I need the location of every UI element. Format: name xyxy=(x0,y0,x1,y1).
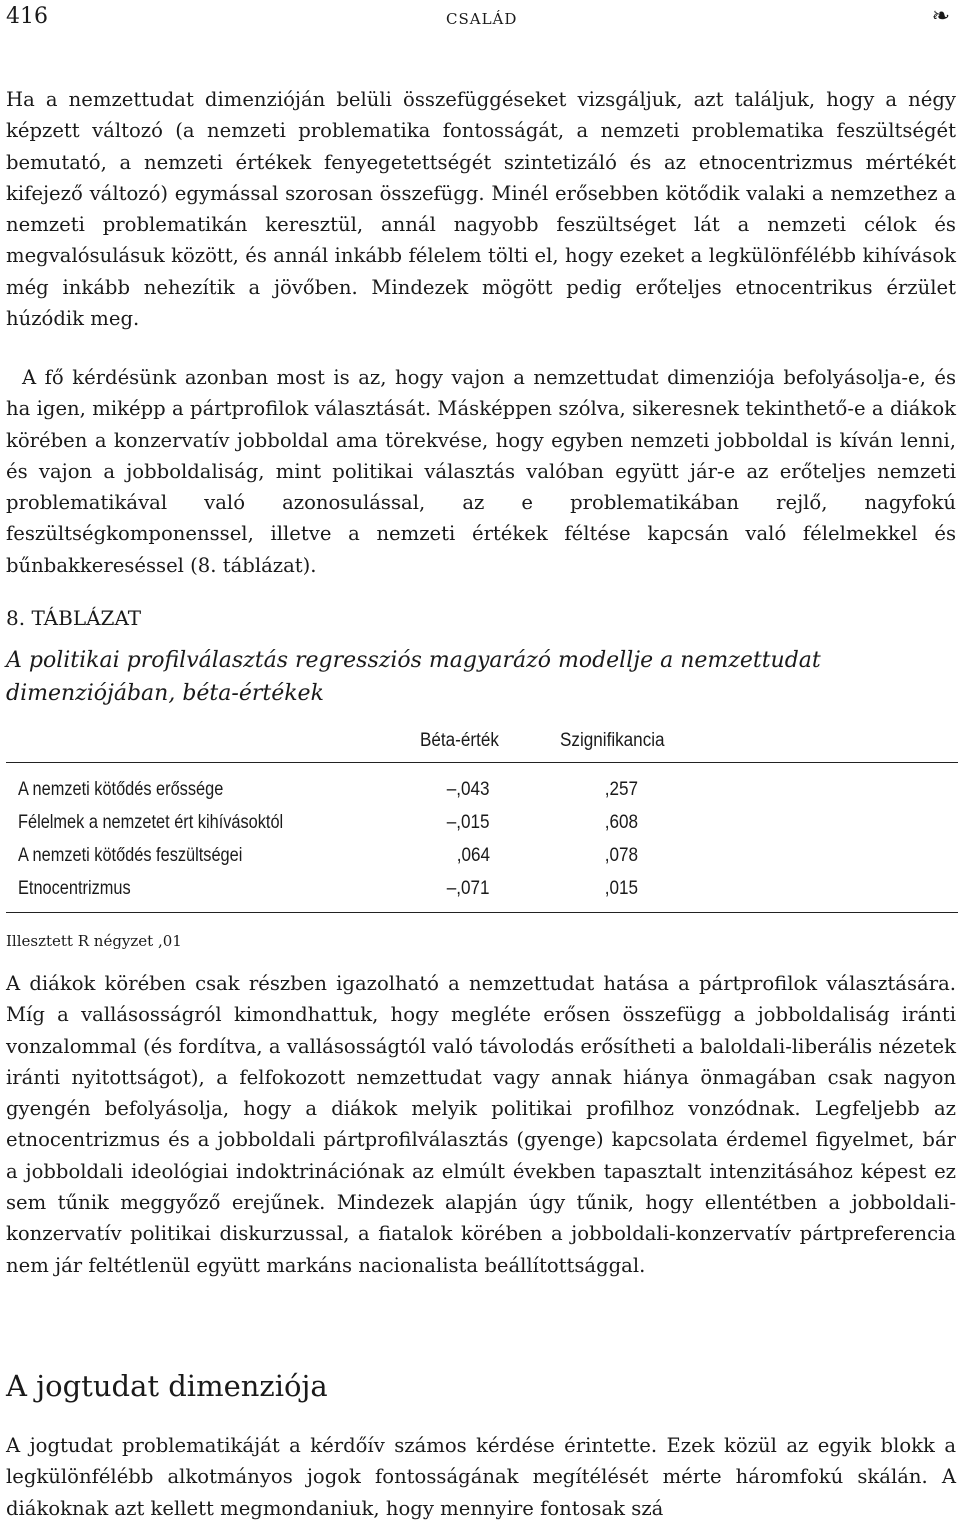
beta-value: ,064 xyxy=(456,845,490,866)
table-row xyxy=(6,777,958,810)
table-row xyxy=(6,810,958,843)
table-top-rule xyxy=(6,762,958,763)
beta-value: –,015 xyxy=(447,812,490,833)
significance-value: ,015 xyxy=(604,878,638,899)
section-heading: A jogtudat dimenziója xyxy=(6,1369,328,1403)
body-paragraph-3: A diákok körében csak részben igazolható a nemzettudat hatása a pártprofilok választására. Míg a vallásosságról kimondhattuk, hogy megléte erősen összefügg a jobboldaliság iránti vonzalommal (és fordítva, a vallásosságtól való távolodás erősítheti a baloldali-liberális nézetek iránti nyitottságot), a felfokozott nemzettudat vagy annak hiánya önmagában csak nagyon gyengén befolyásolja, hogy a diákok melyik politikai profilhoz vonzódnak. Legfeljebb az etnocentrizmus és a jobboldali pártprofilválasztás (gyenge) kapcsolata érdemel figyelmet, bár a jobboldali ideológiai indoktrinációnak az elmúlt években tapasztalt intenzitásához képest ez sem tűnik meggyőző erejűnek. Mindezek alapján úgy tűnik, hogy ellentétben a jobboldali-konzervatív politikai diskurzussal, a fiatalok körében a jobboldali-konzervatív pártpreferencia nem jár feltétlenül együtt markáns nacionalista beállítottsággal. xyxy=(6,972,956,1277)
page-number: 416 xyxy=(6,4,48,29)
row-label: Etnocentrizmus xyxy=(18,878,131,899)
column-header-significance: Szignifikancia xyxy=(560,730,665,751)
significance-value: ,078 xyxy=(604,845,638,866)
body-paragraph-1: Ha a nemzettudat dimenzióján belüli összefüggéseket vizsgáljuk, azt találjuk, hogy a négy képzett változó (a nemzeti problematika fontosságát, a nemzeti problematika feszültségét bemutató, a nemzeti értékek fenyegetettségét szintetizáló és az etnocentrizmus mértékét kifejező változó) egymással szorosan összefügg. Minél erősebben kötődik valaki a nemzethez a nemzeti problematikán keresztül, annál nagyobb feszültséget lát a nemzeti célok és megvalósulásuk között, és annál inkább félelem tölti el, hogy ezeket a legkülönfélébb kihívások még inkább nehezítik a jövőben. Mindezek mögött pedig erőteljes etnocentrikus érzület húzódik meg. xyxy=(6,88,956,331)
row-label: A nemzeti kötődés feszültségei xyxy=(18,845,243,866)
fleuron-icon: ❧ xyxy=(931,4,950,29)
body-paragraph-2: A fő kérdésünk azonban most is az, hogy vajon a nemzettudat dimenziója befolyásolja-e, és ha igen, miképp a pártprofilok választását. Másképpen szólva, sikeresnek tekinthető-e a diákok körében a konzervatív jobboldal ama törekvése, hogy egyben nemzeti jobboldal is kíván lenni, és vajon a jobboldaliság, mint politikai választás valóban együtt jár-e az erőteljes nemzeti problematikával való azonosulással, az e problematikában rejlő, nagyfokú feszültségkomponenssel, illetve a nemzeti értékek féltése kapcsán való félelmekkel és bűnbakkereséssel (8. táblázat). xyxy=(6,366,956,577)
running-head: CSALÁD xyxy=(446,10,518,28)
column-header-beta: Béta-érték xyxy=(420,730,499,751)
row-label: A nemzeti kötődés erőssége xyxy=(18,779,224,800)
beta-value: –,071 xyxy=(447,878,490,899)
body-paragraph-4: A jogtudat problematikáját a kérdőív számos kérdése érintette. Ezek közül az egyik blokk a legkülönfélébb alkotmányos jogok fontosságának megítélését mérte háromfokú skálán. A diákoknak azt kellett megmondaniuk, hogy mennyire fontosak szá xyxy=(6,1434,956,1520)
beta-value: –,043 xyxy=(447,779,490,800)
table-row xyxy=(6,876,958,909)
table-caption: A politikai profilválasztás regressziós magyarázó modellje a nemzettudat dimenziójában, béta-értékek xyxy=(6,648,821,706)
table-bottom-rule xyxy=(6,912,958,913)
row-label: Félelmek a nemzetet ért kihívásoktól xyxy=(18,812,284,833)
table-row xyxy=(6,843,958,876)
page-header xyxy=(6,4,950,32)
table-body xyxy=(6,777,958,909)
regression-table xyxy=(6,720,958,909)
table-header-row xyxy=(6,720,958,762)
table-label: 8. TÁBLÁZAT xyxy=(6,606,142,630)
significance-value: ,257 xyxy=(604,779,638,800)
significance-value: ,608 xyxy=(604,812,638,833)
table-note: Illesztett R négyzet ,01 xyxy=(6,932,182,950)
